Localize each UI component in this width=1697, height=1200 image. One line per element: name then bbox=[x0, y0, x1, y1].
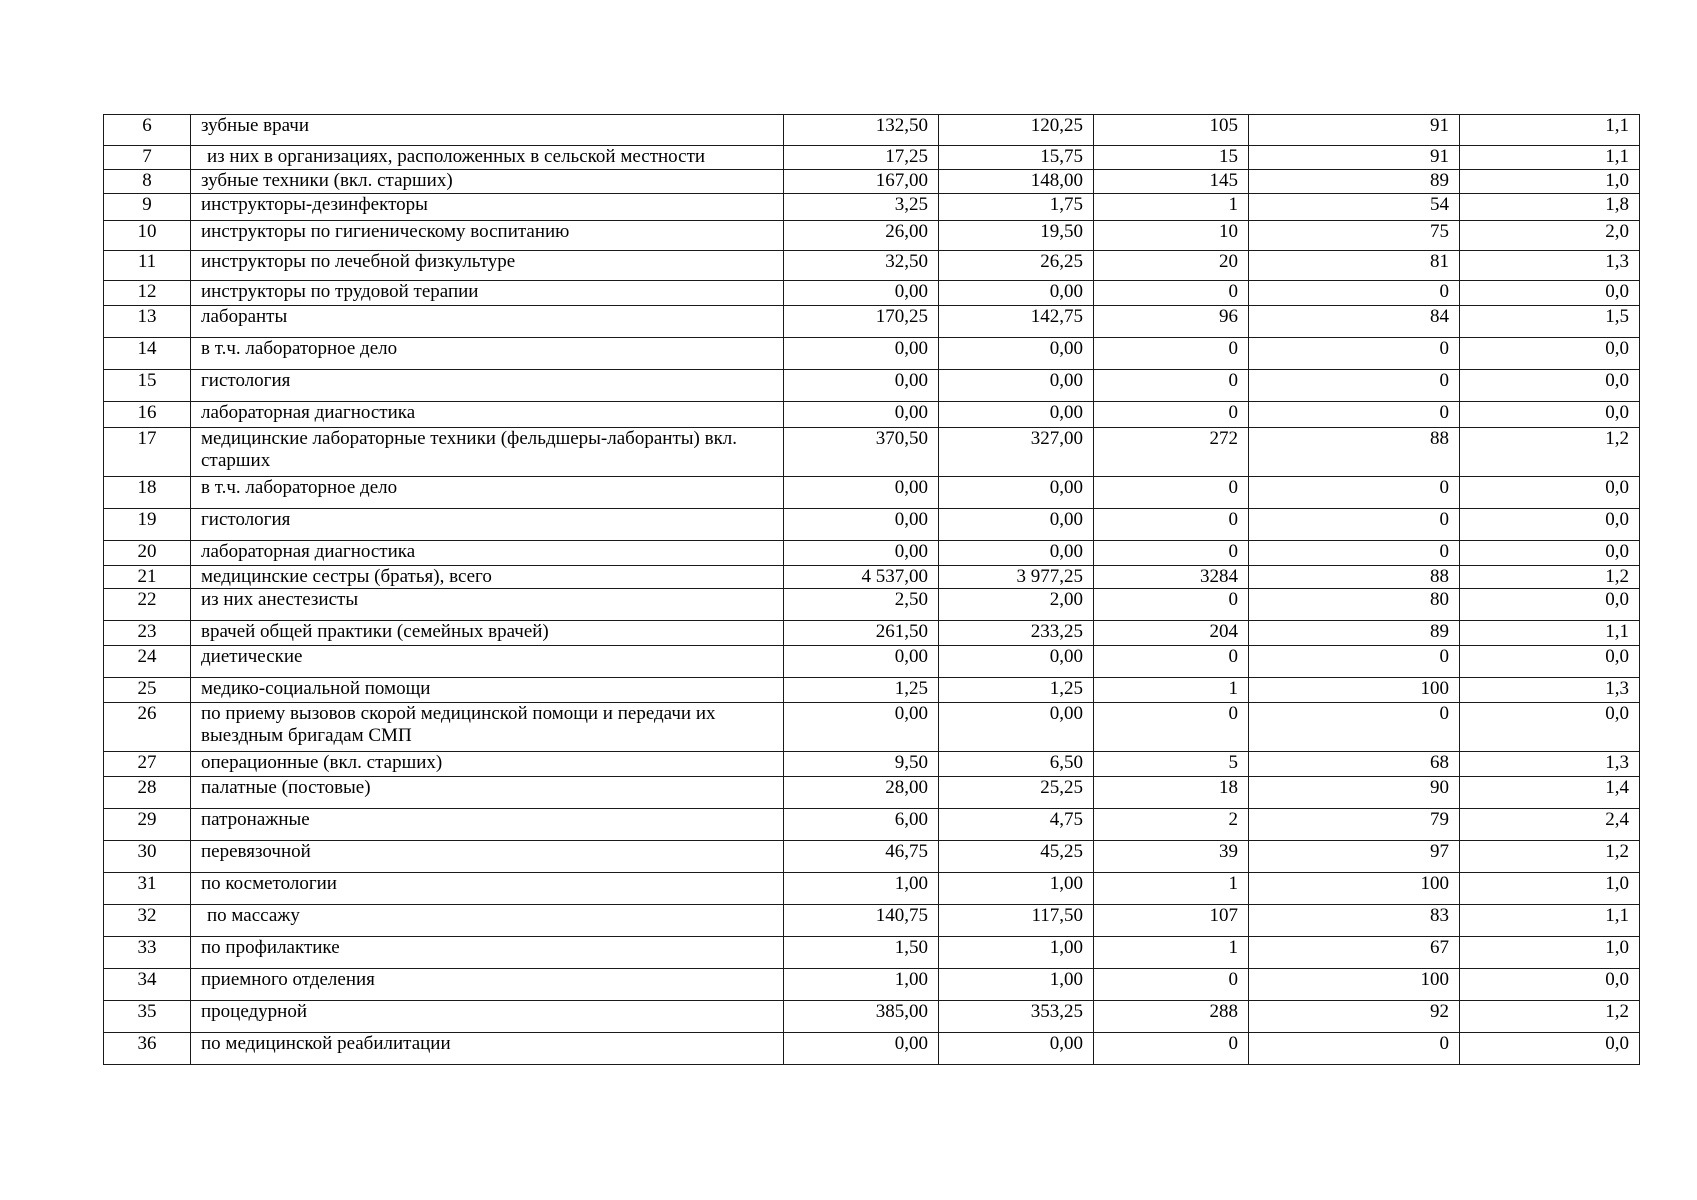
row-name: инструкторы по гигиеническому воспитанию bbox=[191, 221, 784, 251]
row-name: гистология bbox=[191, 509, 784, 541]
row-number: 32 bbox=[104, 905, 191, 937]
table-row bbox=[104, 477, 1640, 509]
row-value-2: 0,00 bbox=[939, 509, 1094, 541]
row-value-3: 105 bbox=[1094, 115, 1249, 146]
row-value-2: 0,00 bbox=[939, 1033, 1094, 1065]
row-value-3: 272 bbox=[1094, 428, 1249, 477]
table-row bbox=[104, 251, 1640, 281]
table-row bbox=[104, 752, 1640, 777]
row-value-5: 0,0 bbox=[1460, 703, 1640, 752]
row-value-3: 1 bbox=[1094, 194, 1249, 221]
row-value-1: 0,00 bbox=[784, 477, 939, 509]
row-value-2: 353,25 bbox=[939, 1001, 1094, 1033]
row-value-5: 0,0 bbox=[1460, 477, 1640, 509]
table-row bbox=[104, 1001, 1640, 1033]
row-value-1: 3,25 bbox=[784, 194, 939, 221]
row-value-1: 0,00 bbox=[784, 1033, 939, 1065]
table-row bbox=[104, 402, 1640, 428]
row-name: медицинские лабораторные техники (фельдшеры-лаборанты) вкл. старших bbox=[191, 428, 784, 477]
table-row bbox=[104, 170, 1640, 194]
row-number: 27 bbox=[104, 752, 191, 777]
row-value-3: 20 bbox=[1094, 251, 1249, 281]
row-value-4: 68 bbox=[1249, 752, 1460, 777]
table-row bbox=[104, 541, 1640, 566]
row-name: по приему вызовов скорой медицинской помощи и передачи их выездным бригадам СМП bbox=[191, 703, 784, 752]
table-row bbox=[104, 678, 1640, 703]
row-value-5: 1,1 bbox=[1460, 621, 1640, 646]
row-value-5: 1,2 bbox=[1460, 566, 1640, 589]
row-value-1: 2,50 bbox=[784, 589, 939, 621]
row-value-3: 5 bbox=[1094, 752, 1249, 777]
row-value-2: 25,25 bbox=[939, 777, 1094, 809]
row-value-4: 67 bbox=[1249, 937, 1460, 969]
row-value-3: 145 bbox=[1094, 170, 1249, 194]
row-value-3: 2 bbox=[1094, 809, 1249, 841]
row-name: приемного отделения bbox=[191, 969, 784, 1001]
row-value-3: 15 bbox=[1094, 146, 1249, 170]
row-value-5: 1,1 bbox=[1460, 905, 1640, 937]
row-number: 13 bbox=[104, 306, 191, 338]
table-row bbox=[104, 306, 1640, 338]
row-name: медицинские сестры (братья), всего bbox=[191, 566, 784, 589]
row-value-4: 54 bbox=[1249, 194, 1460, 221]
row-value-2: 26,25 bbox=[939, 251, 1094, 281]
row-number: 8 bbox=[104, 170, 191, 194]
row-value-3: 0 bbox=[1094, 703, 1249, 752]
row-value-5: 1,0 bbox=[1460, 937, 1640, 969]
table-row bbox=[104, 841, 1640, 873]
row-value-4: 88 bbox=[1249, 566, 1460, 589]
row-value-1: 261,50 bbox=[784, 621, 939, 646]
table-row bbox=[104, 221, 1640, 251]
row-value-1: 46,75 bbox=[784, 841, 939, 873]
row-name: диетические bbox=[191, 646, 784, 678]
row-number: 33 bbox=[104, 937, 191, 969]
row-number: 36 bbox=[104, 1033, 191, 1065]
row-value-4: 0 bbox=[1249, 1033, 1460, 1065]
row-name: операционные (вкл. старших) bbox=[191, 752, 784, 777]
row-value-4: 0 bbox=[1249, 541, 1460, 566]
row-value-1: 9,50 bbox=[784, 752, 939, 777]
row-value-2: 1,00 bbox=[939, 873, 1094, 905]
row-value-2: 120,25 bbox=[939, 115, 1094, 146]
row-value-3: 0 bbox=[1094, 646, 1249, 678]
row-value-5: 1,1 bbox=[1460, 115, 1640, 146]
row-number: 14 bbox=[104, 338, 191, 370]
row-number: 18 bbox=[104, 477, 191, 509]
row-number: 12 bbox=[104, 281, 191, 306]
row-value-3: 0 bbox=[1094, 509, 1249, 541]
row-value-4: 0 bbox=[1249, 338, 1460, 370]
row-value-5: 0,0 bbox=[1460, 370, 1640, 402]
row-number: 34 bbox=[104, 969, 191, 1001]
row-value-3: 3284 bbox=[1094, 566, 1249, 589]
row-value-1: 0,00 bbox=[784, 338, 939, 370]
row-value-5: 2,0 bbox=[1460, 221, 1640, 251]
row-value-1: 0,00 bbox=[784, 703, 939, 752]
row-value-1: 0,00 bbox=[784, 646, 939, 678]
row-name: врачей общей практики (семейных врачей) bbox=[191, 621, 784, 646]
row-value-1: 26,00 bbox=[784, 221, 939, 251]
row-value-5: 2,4 bbox=[1460, 809, 1640, 841]
row-number: 10 bbox=[104, 221, 191, 251]
row-value-3: 288 bbox=[1094, 1001, 1249, 1033]
row-value-2: 19,50 bbox=[939, 221, 1094, 251]
row-number: 26 bbox=[104, 703, 191, 752]
row-value-1: 4 537,00 bbox=[784, 566, 939, 589]
row-value-4: 79 bbox=[1249, 809, 1460, 841]
row-name: из них в организациях, расположенных в сельской местности bbox=[191, 146, 784, 170]
row-value-4: 84 bbox=[1249, 306, 1460, 338]
row-value-2: 327,00 bbox=[939, 428, 1094, 477]
row-value-3: 0 bbox=[1094, 541, 1249, 566]
row-value-4: 0 bbox=[1249, 281, 1460, 306]
row-name: перевязочной bbox=[191, 841, 784, 873]
row-value-4: 83 bbox=[1249, 905, 1460, 937]
table-row bbox=[104, 777, 1640, 809]
row-value-1: 370,50 bbox=[784, 428, 939, 477]
row-value-1: 0,00 bbox=[784, 541, 939, 566]
row-name: в т.ч. лабораторное дело bbox=[191, 338, 784, 370]
table-row bbox=[104, 621, 1640, 646]
row-value-2: 117,50 bbox=[939, 905, 1094, 937]
row-value-4: 97 bbox=[1249, 841, 1460, 873]
row-value-3: 39 bbox=[1094, 841, 1249, 873]
row-value-5: 1,3 bbox=[1460, 678, 1640, 703]
row-value-2: 0,00 bbox=[939, 646, 1094, 678]
row-value-2: 0,00 bbox=[939, 477, 1094, 509]
row-value-2: 0,00 bbox=[939, 338, 1094, 370]
table-row bbox=[104, 937, 1640, 969]
row-number: 16 bbox=[104, 402, 191, 428]
row-value-5: 0,0 bbox=[1460, 969, 1640, 1001]
row-value-3: 96 bbox=[1094, 306, 1249, 338]
table-row bbox=[104, 146, 1640, 170]
row-value-1: 0,00 bbox=[784, 370, 939, 402]
row-value-4: 91 bbox=[1249, 146, 1460, 170]
row-value-4: 92 bbox=[1249, 1001, 1460, 1033]
row-value-4: 90 bbox=[1249, 777, 1460, 809]
row-value-5: 1,2 bbox=[1460, 841, 1640, 873]
row-number: 28 bbox=[104, 777, 191, 809]
row-name: патронажные bbox=[191, 809, 784, 841]
row-value-5: 0,0 bbox=[1460, 281, 1640, 306]
row-value-1: 140,75 bbox=[784, 905, 939, 937]
row-name: лабораторная диагностика bbox=[191, 541, 784, 566]
row-value-4: 88 bbox=[1249, 428, 1460, 477]
row-value-4: 81 bbox=[1249, 251, 1460, 281]
row-number: 17 bbox=[104, 428, 191, 477]
table-row bbox=[104, 809, 1640, 841]
table-row bbox=[104, 646, 1640, 678]
row-number: 30 bbox=[104, 841, 191, 873]
row-name: лаборанты bbox=[191, 306, 784, 338]
row-value-4: 0 bbox=[1249, 646, 1460, 678]
row-name: зубные врачи bbox=[191, 115, 784, 146]
row-number: 35 bbox=[104, 1001, 191, 1033]
row-number: 22 bbox=[104, 589, 191, 621]
row-value-1: 1,00 bbox=[784, 873, 939, 905]
row-value-2: 233,25 bbox=[939, 621, 1094, 646]
row-value-5: 0,0 bbox=[1460, 1033, 1640, 1065]
row-value-3: 18 bbox=[1094, 777, 1249, 809]
row-value-5: 1,2 bbox=[1460, 428, 1640, 477]
row-value-1: 28,00 bbox=[784, 777, 939, 809]
row-value-3: 1 bbox=[1094, 937, 1249, 969]
staffing-table bbox=[103, 114, 1640, 1065]
row-value-5: 0,0 bbox=[1460, 541, 1640, 566]
row-value-1: 385,00 bbox=[784, 1001, 939, 1033]
row-value-2: 0,00 bbox=[939, 281, 1094, 306]
row-name: инструкторы по лечебной физкультуре bbox=[191, 251, 784, 281]
row-name: инструкторы по трудовой терапии bbox=[191, 281, 784, 306]
row-value-5: 0,0 bbox=[1460, 646, 1640, 678]
row-value-3: 204 bbox=[1094, 621, 1249, 646]
table-row bbox=[104, 703, 1640, 752]
row-value-4: 75 bbox=[1249, 221, 1460, 251]
row-value-2: 6,50 bbox=[939, 752, 1094, 777]
row-value-2: 1,25 bbox=[939, 678, 1094, 703]
row-value-5: 1,0 bbox=[1460, 873, 1640, 905]
row-value-3: 10 bbox=[1094, 221, 1249, 251]
row-value-3: 0 bbox=[1094, 477, 1249, 509]
row-name: по массажу bbox=[191, 905, 784, 937]
row-value-5: 0,0 bbox=[1460, 402, 1640, 428]
row-value-4: 100 bbox=[1249, 678, 1460, 703]
row-name: из них анестезисты bbox=[191, 589, 784, 621]
row-value-5: 1,3 bbox=[1460, 752, 1640, 777]
row-number: 21 bbox=[104, 566, 191, 589]
row-number: 9 bbox=[104, 194, 191, 221]
row-value-3: 1 bbox=[1094, 873, 1249, 905]
row-name: по косметологии bbox=[191, 873, 784, 905]
row-value-2: 0,00 bbox=[939, 703, 1094, 752]
row-value-4: 91 bbox=[1249, 115, 1460, 146]
table-row bbox=[104, 873, 1640, 905]
row-value-4: 0 bbox=[1249, 509, 1460, 541]
table-row bbox=[104, 370, 1640, 402]
table-row bbox=[104, 115, 1640, 146]
row-value-2: 0,00 bbox=[939, 402, 1094, 428]
row-name: в т.ч. лабораторное дело bbox=[191, 477, 784, 509]
row-value-2: 0,00 bbox=[939, 541, 1094, 566]
row-value-1: 32,50 bbox=[784, 251, 939, 281]
row-value-5: 1,0 bbox=[1460, 170, 1640, 194]
row-value-1: 1,50 bbox=[784, 937, 939, 969]
table-row bbox=[104, 969, 1640, 1001]
row-value-5: 1,5 bbox=[1460, 306, 1640, 338]
row-value-5: 1,8 bbox=[1460, 194, 1640, 221]
row-value-4: 100 bbox=[1249, 873, 1460, 905]
row-value-4: 89 bbox=[1249, 621, 1460, 646]
row-number: 15 bbox=[104, 370, 191, 402]
row-number: 23 bbox=[104, 621, 191, 646]
row-name: по медицинской реабилитации bbox=[191, 1033, 784, 1065]
row-number: 19 bbox=[104, 509, 191, 541]
row-value-5: 0,0 bbox=[1460, 509, 1640, 541]
row-value-3: 0 bbox=[1094, 589, 1249, 621]
row-value-2: 45,25 bbox=[939, 841, 1094, 873]
row-value-4: 0 bbox=[1249, 477, 1460, 509]
row-value-1: 132,50 bbox=[784, 115, 939, 146]
row-name: по профилактике bbox=[191, 937, 784, 969]
table-row bbox=[104, 905, 1640, 937]
row-name: медико-социальной помощи bbox=[191, 678, 784, 703]
row-value-1: 17,25 bbox=[784, 146, 939, 170]
row-value-5: 1,3 bbox=[1460, 251, 1640, 281]
row-value-1: 167,00 bbox=[784, 170, 939, 194]
row-value-2: 1,75 bbox=[939, 194, 1094, 221]
row-value-3: 0 bbox=[1094, 281, 1249, 306]
table-row bbox=[104, 281, 1640, 306]
row-value-3: 0 bbox=[1094, 370, 1249, 402]
row-value-4: 80 bbox=[1249, 589, 1460, 621]
row-name: инструкторы-дезинфекторы bbox=[191, 194, 784, 221]
table-row bbox=[104, 1033, 1640, 1065]
row-value-4: 89 bbox=[1249, 170, 1460, 194]
row-value-3: 1 bbox=[1094, 678, 1249, 703]
row-value-1: 0,00 bbox=[784, 281, 939, 306]
row-number: 25 bbox=[104, 678, 191, 703]
row-value-1: 170,25 bbox=[784, 306, 939, 338]
table-row bbox=[104, 509, 1640, 541]
table-row bbox=[104, 338, 1640, 370]
row-value-5: 0,0 bbox=[1460, 589, 1640, 621]
row-value-2: 142,75 bbox=[939, 306, 1094, 338]
row-value-3: 107 bbox=[1094, 905, 1249, 937]
row-value-2: 15,75 bbox=[939, 146, 1094, 170]
row-value-4: 0 bbox=[1249, 703, 1460, 752]
row-number: 31 bbox=[104, 873, 191, 905]
row-value-2: 3 977,25 bbox=[939, 566, 1094, 589]
row-name: процедурной bbox=[191, 1001, 784, 1033]
table-row bbox=[104, 428, 1640, 477]
row-number: 24 bbox=[104, 646, 191, 678]
table-row bbox=[104, 589, 1640, 621]
row-value-1: 0,00 bbox=[784, 402, 939, 428]
row-value-2: 2,00 bbox=[939, 589, 1094, 621]
row-value-5: 0,0 bbox=[1460, 338, 1640, 370]
table-row bbox=[104, 194, 1640, 221]
row-name: гистология bbox=[191, 370, 784, 402]
row-value-3: 0 bbox=[1094, 402, 1249, 428]
row-value-2: 1,00 bbox=[939, 937, 1094, 969]
row-number: 11 bbox=[104, 251, 191, 281]
table-row bbox=[104, 566, 1640, 589]
row-value-1: 6,00 bbox=[784, 809, 939, 841]
row-value-1: 0,00 bbox=[784, 509, 939, 541]
row-number: 7 bbox=[104, 146, 191, 170]
row-number: 29 bbox=[104, 809, 191, 841]
row-value-5: 1,4 bbox=[1460, 777, 1640, 809]
row-value-2: 0,00 bbox=[939, 370, 1094, 402]
row-value-2: 4,75 bbox=[939, 809, 1094, 841]
row-name: палатные (постовые) bbox=[191, 777, 784, 809]
row-value-2: 148,00 bbox=[939, 170, 1094, 194]
row-value-4: 100 bbox=[1249, 969, 1460, 1001]
row-number: 6 bbox=[104, 115, 191, 146]
row-value-2: 1,00 bbox=[939, 969, 1094, 1001]
row-value-4: 0 bbox=[1249, 402, 1460, 428]
row-value-3: 0 bbox=[1094, 969, 1249, 1001]
row-value-3: 0 bbox=[1094, 338, 1249, 370]
row-name: зубные техники (вкл. старших) bbox=[191, 170, 784, 194]
row-name: лабораторная диагностика bbox=[191, 402, 784, 428]
row-value-1: 1,00 bbox=[784, 969, 939, 1001]
row-value-1: 1,25 bbox=[784, 678, 939, 703]
row-value-5: 1,1 bbox=[1460, 146, 1640, 170]
row-value-3: 0 bbox=[1094, 1033, 1249, 1065]
row-value-4: 0 bbox=[1249, 370, 1460, 402]
row-value-5: 1,2 bbox=[1460, 1001, 1640, 1033]
row-number: 20 bbox=[104, 541, 191, 566]
